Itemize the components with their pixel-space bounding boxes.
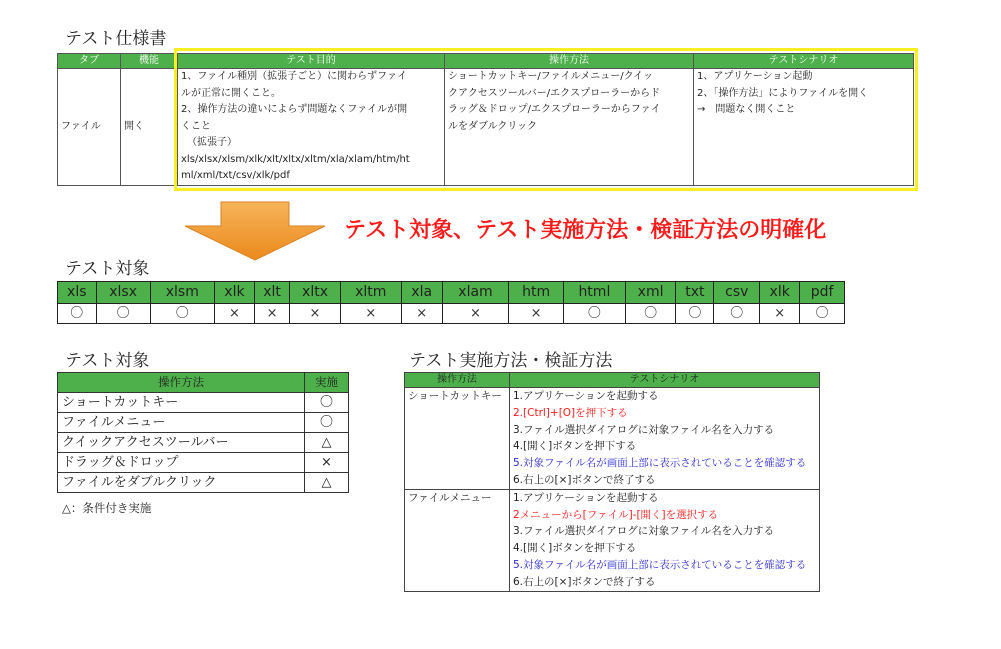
- ops-title: テスト対象: [65, 351, 150, 371]
- method-line: ショートカットキー/ファイルメニュー/クイッ: [448, 71, 653, 82]
- purpose-line: くこと: [181, 120, 211, 132]
- ops-row: [58, 453, 349, 473]
- target-mark-cell: 〇: [96, 304, 150, 324]
- ops-header-done: 実施: [305, 373, 349, 393]
- scenario-step: 4.[開く]ボタンを押下する: [513, 440, 637, 453]
- scenario-method-cell: ショートカットキー: [405, 388, 510, 490]
- spec-cell-function: 開く: [121, 69, 178, 186]
- purpose-line: （拡張子）: [187, 137, 237, 148]
- target-table: [57, 281, 845, 324]
- target-header-cell: xlk: [214, 282, 254, 304]
- scenario-method-cell: ファイルメニュー: [405, 489, 510, 591]
- target-mark-cell: ×: [401, 304, 442, 324]
- target-header-cell: csv: [714, 282, 760, 304]
- target-mark-cell: 〇: [563, 304, 625, 324]
- scenario-line: → 問題なく開くこと: [697, 104, 796, 115]
- scenario-header-method: 操作方法: [405, 373, 510, 388]
- ops-mark-cell: 〇: [305, 393, 349, 413]
- scenario-step: 1.アプリケーションを起動する: [513, 390, 659, 402]
- scenario-line: 2、「操作方法」によりファイルを開く: [697, 87, 869, 99]
- target-mark-cell: 〇: [625, 304, 675, 324]
- spec-header-function: 機能: [121, 54, 178, 69]
- scenario-header-row: [405, 373, 820, 388]
- target-mark-cell: 〇: [58, 304, 97, 324]
- spec-header-tab: タブ: [58, 54, 121, 69]
- ops-method-cell: ドラッグ＆ドロップ: [58, 453, 305, 473]
- down-arrow-icon: [181, 200, 331, 262]
- target-header-cell: xlt: [255, 282, 290, 304]
- target-mark-cell: ×: [509, 304, 564, 324]
- scenarios-title: テスト実施方法・検証方法: [409, 351, 613, 371]
- target-mark-cell: 〇: [800, 304, 845, 324]
- target-mark-cell: 〇: [150, 304, 214, 324]
- scenario-step: 3.ファイル選択ダイアログに対象ファイル名を入力する: [513, 423, 775, 436]
- target-header-cell: xml: [625, 282, 675, 304]
- scenario-steps-cell: [510, 388, 820, 490]
- ops-table: [57, 372, 349, 493]
- highlight-frame: [174, 48, 918, 191]
- ops-method-cell: ファイルメニュー: [58, 413, 305, 433]
- scenario-step: 2.[Ctrl]+[O]を押下する: [513, 406, 628, 419]
- scenario-step: 1.アプリケーションを起動する: [513, 491, 659, 504]
- banner-text: テスト対象、テスト実施方法・検証方法の明確化: [344, 218, 827, 243]
- target-header-cell: txt: [676, 282, 714, 304]
- ops-row: [58, 413, 349, 433]
- scenario-line: 1、アプリケーション起動: [697, 71, 813, 82]
- scenario-step: 3.ファイル選択ダイアログに対象ファイル名を入力する: [513, 525, 775, 538]
- ops-mark-cell: △: [305, 473, 349, 493]
- target-header-cell: xltm: [340, 282, 401, 304]
- target-mark-cell: ×: [340, 304, 401, 324]
- target-header-cell: xls: [58, 282, 97, 304]
- spec-header-method: 操作方法: [445, 54, 694, 69]
- target-mark-cell: ×: [442, 304, 509, 324]
- target-mark-row: [58, 304, 845, 324]
- ops-row: [58, 433, 349, 453]
- purpose-line: 2、操作方法の違いによらず問題なくファイルが開: [181, 104, 408, 115]
- method-line: クアクセスツールバー/エクスプローラーからド: [448, 87, 661, 99]
- target-header-cell: xla: [401, 282, 442, 304]
- ops-header-row: [58, 373, 349, 393]
- target-header-cell: html: [563, 282, 625, 304]
- method-line: ルをダブルクリック: [448, 120, 537, 132]
- target-mark-cell: 〇: [676, 304, 714, 324]
- method-line: ラッグ＆ドロップ/エクスプローラーからファイ: [448, 104, 661, 115]
- scenario-row: [405, 489, 820, 591]
- scenario-step: 6.右上の[×]ボタンで終了する: [513, 473, 656, 486]
- ops-row: [58, 473, 349, 493]
- spec-header-purpose: テスト目的: [178, 54, 445, 69]
- scenario-row: [405, 388, 820, 490]
- ops-note: △：条件付き実施: [62, 501, 152, 515]
- target-header-row: [58, 282, 845, 304]
- target-header-cell: htm: [509, 282, 564, 304]
- scenario-steps-cell: [510, 489, 820, 591]
- target-header-cell: xlk: [760, 282, 800, 304]
- ops-mark-cell: 〇: [305, 413, 349, 433]
- purpose-line: 1、ファイル種別（拡張子ごと）に関わらずファイ: [181, 71, 407, 82]
- target-mark-cell: ×: [760, 304, 800, 324]
- scenario-step: 6.右上の[×]ボタンで終了する: [513, 575, 656, 588]
- ops-row: [58, 393, 349, 413]
- target-mark-cell: 〇: [714, 304, 760, 324]
- target-header-cell: xlam: [442, 282, 509, 304]
- ops-mark-cell: △: [305, 433, 349, 453]
- ops-method-cell: ショートカットキー: [58, 393, 305, 413]
- target-title: テスト対象: [65, 259, 150, 279]
- target-header-cell: pdf: [800, 282, 845, 304]
- target-mark-cell: ×: [214, 304, 254, 324]
- target-header-cell: xlsx: [96, 282, 150, 304]
- purpose-line: ml/xml/txt/csv/xlk/pdf: [181, 170, 290, 181]
- purpose-line: ルが正常に開くこと。: [181, 87, 281, 99]
- ops-mark-cell: ×: [305, 453, 349, 473]
- purpose-line: xls/xlsx/xlsm/xlk/xlt/xltx/xltm/xla/xlam/htm/ht: [181, 153, 410, 165]
- ops-method-cell: ファイルをダブルクリック: [58, 473, 305, 493]
- scenario-step: 4.[開く]ボタンを押下する: [513, 542, 637, 555]
- spec-cell-tab: ファイル: [58, 69, 121, 186]
- scenario-table: [404, 372, 820, 592]
- target-mark-cell: ×: [290, 304, 341, 324]
- target-header-cell: xltx: [290, 282, 341, 304]
- scenario-step: 2メニューから[ファイル]-[開く]を選択する: [513, 508, 719, 521]
- spec-header-scenario: テストシナリオ: [694, 54, 914, 69]
- scenario-step: 5.対象ファイル名が画面上部に表示されていることを確認する: [513, 558, 807, 571]
- target-header-cell: xlsm: [150, 282, 214, 304]
- ops-header-method: 操作方法: [58, 373, 305, 393]
- target-mark-cell: ×: [255, 304, 290, 324]
- scenario-header-steps: テストシナリオ: [510, 373, 820, 388]
- spec-title: テスト仕様書: [65, 29, 167, 49]
- scenario-step: 5.対象ファイル名が画面上部に表示されていることを確認する: [513, 457, 807, 470]
- ops-method-cell: クイックアクセスツールバー: [58, 433, 305, 453]
